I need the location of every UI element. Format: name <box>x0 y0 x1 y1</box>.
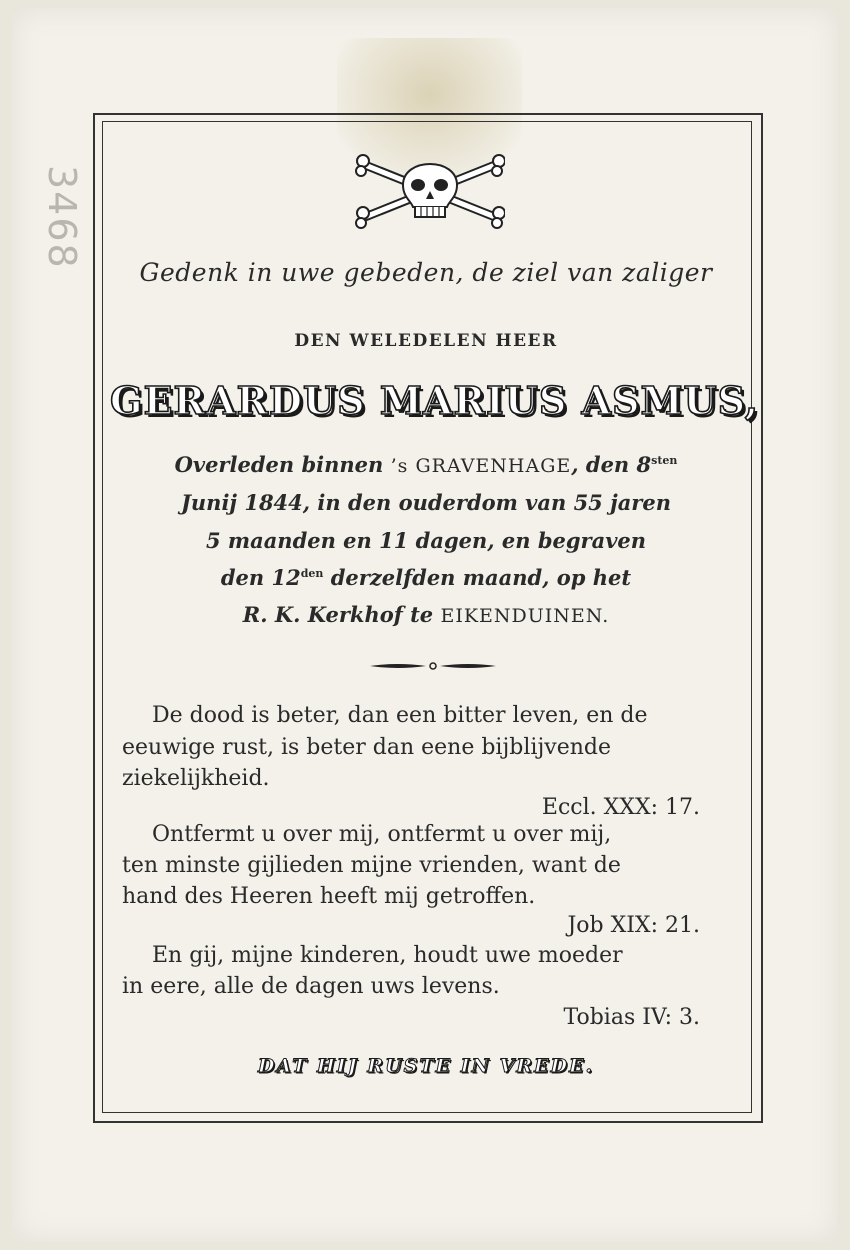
quote-2-line-3: hand des Heeren heeft mij getroffen. <box>122 884 536 909</box>
archive-number: 3468 <box>40 165 84 270</box>
death-details-line-3: 5 maanden en 11 dagen, en begraven <box>205 528 647 553</box>
quote-1-line-2: eeuwige rust, is beter dan eene bijblijvende <box>122 735 611 760</box>
quote-3-line-2: in eere, alle de dagen uws levens. <box>122 974 500 999</box>
honorific: DEN WELEDELEN HEER <box>294 331 558 351</box>
quote-1-line-1: De dood is beter, dan een bitter leven, en de <box>152 703 648 728</box>
quote-2-line-1: Ontfermt u over mij, ontfermt u over mij, <box>152 822 612 847</box>
ornament-divider-icon <box>368 660 498 672</box>
quote-1-line-3: ziekelijkheid. <box>122 766 270 791</box>
deceased-name: GERARDUS MARIUS ASMUS, <box>110 378 759 423</box>
invocation: Gedenk in uwe gebeden, de ziel van zaliger <box>139 258 713 287</box>
skull-crossbones-icon <box>355 145 505 230</box>
death-details-line-1: Overleden binnen ’s GRAVENHAGE, den $8^{sten}$ <box>174 452 678 477</box>
quote-3-line-1: En gij, mijne kinderen, houdt uwe moeder <box>152 943 623 968</box>
closing-blessing: DAT HIJ RUSTE IN VREDE. <box>257 1055 595 1077</box>
death-details-line-2: Junij 1844, in den ouderdom van 55 jaren <box>180 490 672 515</box>
quote-1-source: Eccl. XXX: 17. <box>541 795 700 820</box>
quote-3-source: Tobias IV: 3. <box>563 1005 700 1030</box>
quote-2-line-2: ten minste gijlieden mijne vrienden, want de <box>122 853 621 878</box>
death-details-line-4: den $12^{den}$ derzelfden maand, op het <box>220 565 632 590</box>
quote-2-source: Job XIX: 21. <box>567 913 700 938</box>
death-details-line-5: R. K. Kerkhof te EIKENDUINEN. <box>242 602 610 627</box>
